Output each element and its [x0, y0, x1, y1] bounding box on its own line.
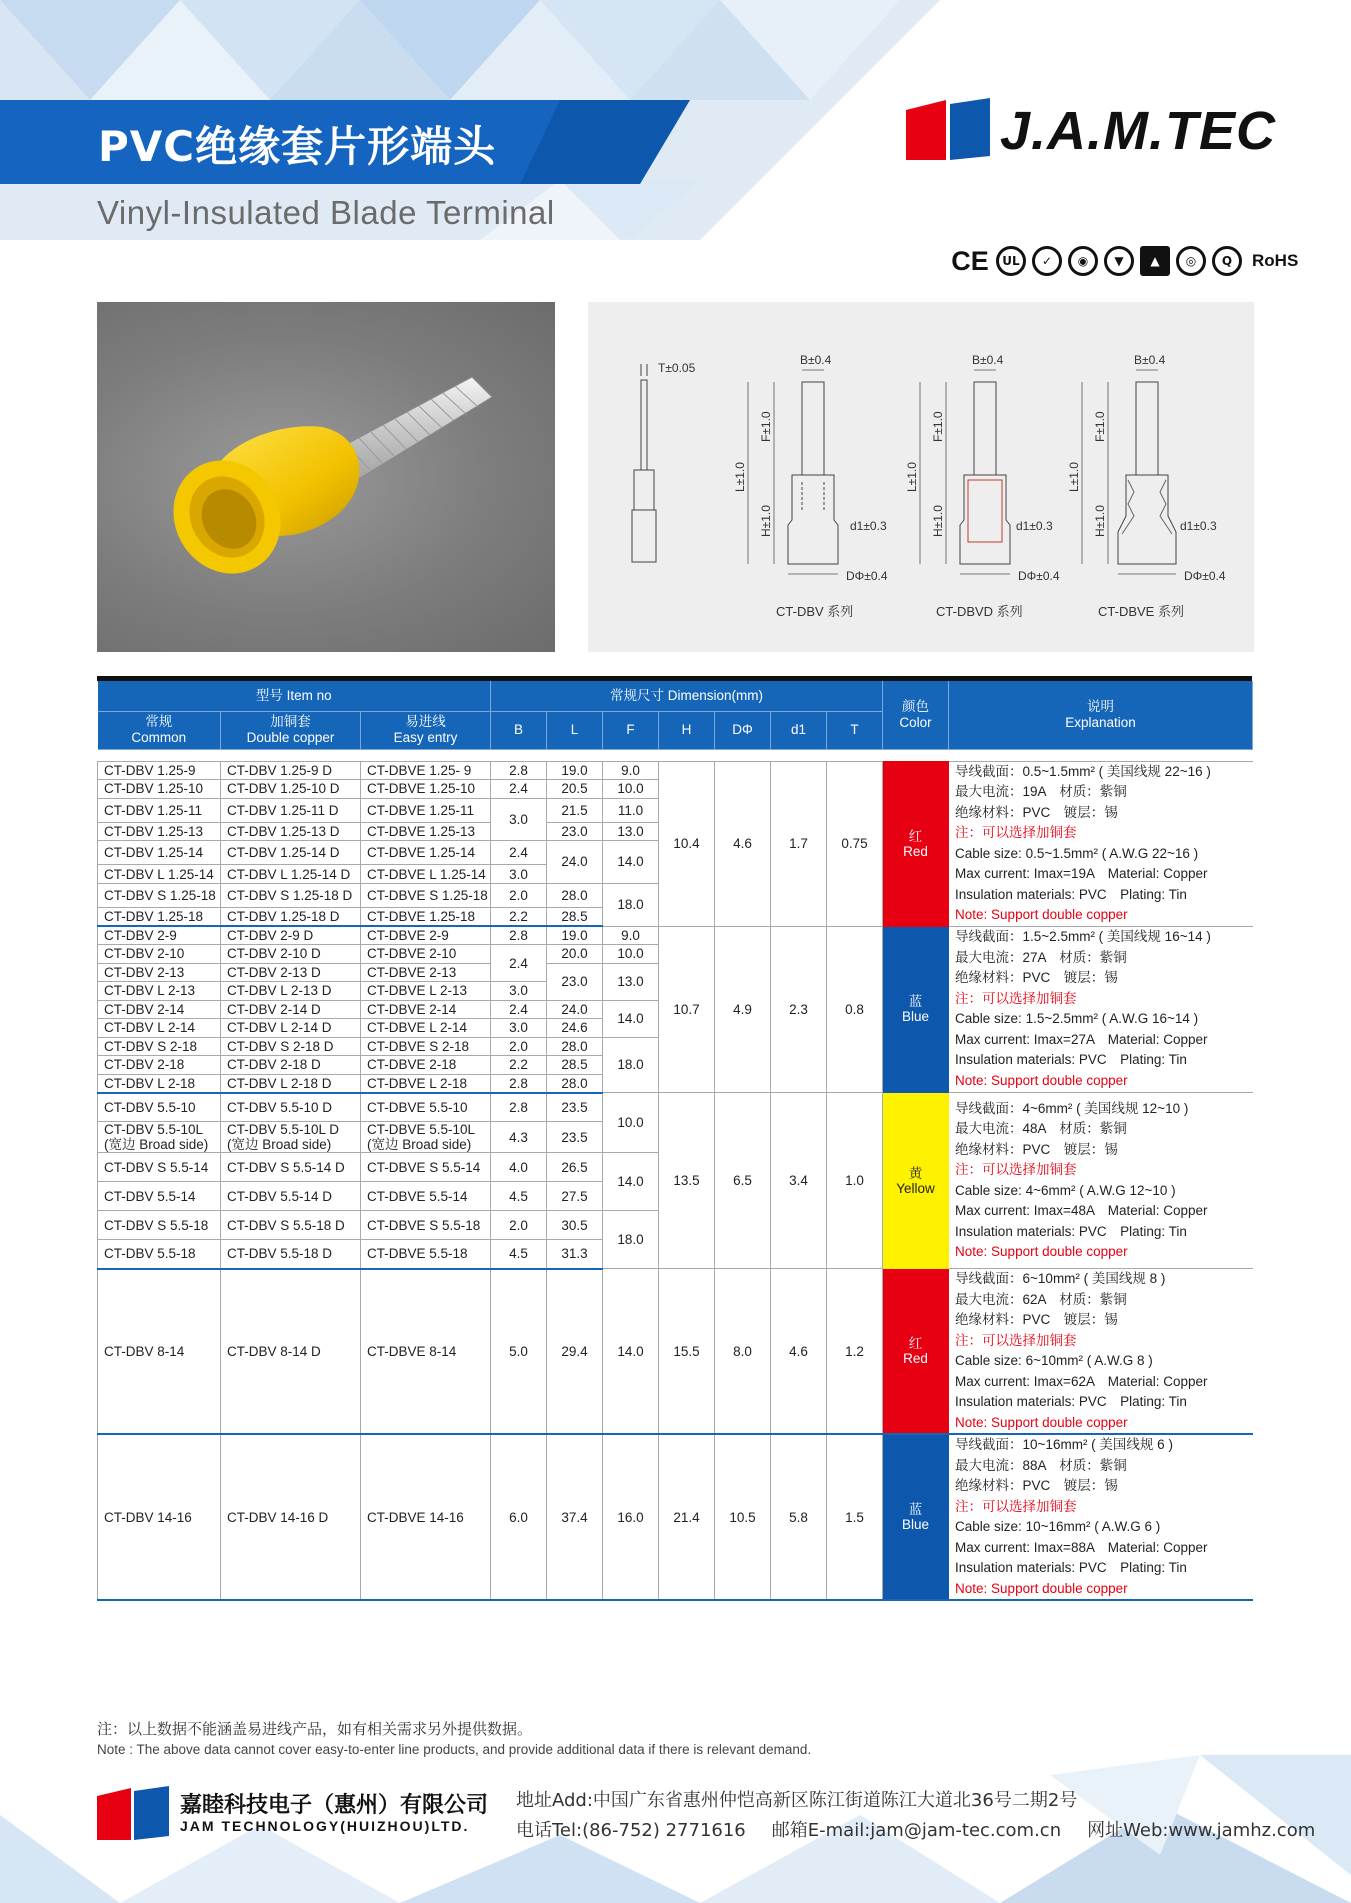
dim-h-header: H	[659, 711, 715, 749]
item-common-cell: CT-DBV S 5.5-14	[98, 1153, 221, 1182]
item-double-cell: CT-DBV 2-9 D	[221, 926, 361, 945]
item-common-cell: CT-DBV 5.5-10	[98, 1093, 221, 1122]
dim-d-cell: 10.5	[715, 1434, 771, 1600]
dim-l-cell: 28.0	[547, 883, 603, 907]
item-common-cell: CT-DBV 2-13	[98, 963, 221, 982]
item-double-cell: CT-DBV 5.5-10L D (宽边 Broad side)	[221, 1122, 361, 1153]
item-double-cell: CT-DBV 1.25-14 D	[221, 841, 361, 865]
dim-f-cell: 18.0	[603, 1037, 659, 1093]
item-common-cell: CT-DBV 14-16	[98, 1434, 221, 1600]
dim-l-cell: 21.5	[547, 798, 603, 822]
dim-b-cell: 2.8	[491, 761, 547, 780]
item-easy-cell: CT-DBVE L 1.25-14	[361, 865, 491, 884]
item-common-cell: CT-DBV L 2-14	[98, 1019, 221, 1038]
dim-d1-header: d1	[771, 711, 827, 749]
dim-b-header: B	[491, 711, 547, 749]
explanation-cell: 导线截面：0.5~1.5mm² ( 美国线规 22~16 ) 最大电流：19A 材质：紫铜 绝缘材料：PVC 镀层：锡 注：可以选择加铜套 Cable size: 0.5~1.5mm² ( A.W.G 22~16 ) Max current: Imax=19A Material: Copper Insulation materials: PVC Plating: Tin Note: Support double copper	[949, 761, 1253, 926]
item-common-cell: CT-DBV L 2-18	[98, 1074, 221, 1093]
item-easy-cell: CT-DBVE 5.5-10L (宽边 Broad side)	[361, 1122, 491, 1153]
d-dim-label-1: DΦ±0.4	[846, 569, 888, 583]
item-common-cell: CT-DBV 2-14	[98, 1000, 221, 1019]
item-double-cell: CT-DBV 1.25-13 D	[221, 822, 361, 841]
b-dim-label-2: B±0.4	[972, 353, 1004, 367]
item-common-cell: CT-DBV 1.25-10	[98, 780, 221, 799]
item-double-cell: CT-DBV S 1.25-18 D	[221, 883, 361, 907]
dim-l-cell: 20.5	[547, 780, 603, 799]
item-easy-cell: CT-DBVE 8-14	[361, 1269, 491, 1435]
item-double-cell: CT-DBV 1.25-10 D	[221, 780, 361, 799]
item-common-cell: CT-DBV 2-10	[98, 945, 221, 964]
dim-b-cell: 4.5	[491, 1182, 547, 1211]
color-header: 颜色 Color	[883, 681, 949, 749]
color-swatch-cell: 蓝 Blue	[883, 1434, 949, 1600]
dim-f-cell: 9.0	[603, 761, 659, 780]
tuv-mark-icon: ▼	[1104, 246, 1134, 276]
series-label-dbv: CT-DBV 系列	[776, 604, 854, 619]
dim-f-cell: 13.0	[603, 963, 659, 1000]
dim-h-cell: 15.5	[659, 1269, 715, 1435]
dim-l-cell: 23.0	[547, 963, 603, 1000]
dim-l-cell: 28.5	[547, 908, 603, 927]
dim-l-cell: 24.0	[547, 1000, 603, 1019]
dim-b-cell: 3.0	[491, 798, 547, 841]
dim-l-header: L	[547, 711, 603, 749]
h-dim-label-3: H±1.0	[1093, 505, 1107, 537]
series-label-dbvd: CT-DBVD 系列	[936, 604, 1023, 619]
item-easy-cell: CT-DBVE 2-14	[361, 1000, 491, 1019]
l-dim-label-2: L±1.0	[905, 462, 919, 492]
table-row	[98, 1434, 1253, 1600]
h-dim-label-2: H±1.0	[931, 505, 945, 537]
dim-f-cell: 10.0	[603, 780, 659, 799]
item-double-cell: CT-DBV S 5.5-18 D	[221, 1211, 361, 1240]
d1-dim-label-2: d1±0.3	[1016, 519, 1053, 533]
dim-b-cell: 2.0	[491, 1211, 547, 1240]
dim-t-cell: 0.75	[827, 761, 883, 926]
l-dim-label-1: L±1.0	[733, 462, 747, 492]
dim-l-cell: 28.5	[547, 1056, 603, 1075]
explanation-cell: 导线截面：4~6mm² ( 美国线规 12~10 ) 最大电流：48A 材质：紫铜 绝缘材料：PVC 镀层：锡 注：可以选择加铜套 Cable size: 4~6mm² ( A.W.G 12~10 ) Max current: Imax=48A Material: Copper Insulation materials: PVC Plating: Tin Note: Support double copper	[949, 1093, 1253, 1269]
l-dim-label-3: L±1.0	[1067, 462, 1081, 492]
dim-d-cell: 8.0	[715, 1269, 771, 1435]
item-easy-cell: CT-DBVE L 2-13	[361, 982, 491, 1001]
color-swatch-cell: 红 Red	[883, 761, 949, 926]
dim-f-cell: 14.0	[603, 1153, 659, 1211]
company-email[interactable]: 邮箱E-mail:jam@jam-tec.com.cn	[771, 1820, 1062, 1841]
table-row	[98, 926, 1253, 945]
dim-b-cell: 3.0	[491, 865, 547, 884]
item-easy-cell: CT-DBVE 14-16	[361, 1434, 491, 1600]
dim-b-cell: 2.4	[491, 841, 547, 865]
dim-b-cell: 6.0	[491, 1434, 547, 1600]
item-easy-cell: CT-DBVE 1.25-10	[361, 780, 491, 799]
note-cn: 注：以上数据不能涵盖易进线产品，如有相关需求另外提供数据。	[97, 1720, 533, 1738]
item-easy-cell: CT-DBVE 5.5-10	[361, 1093, 491, 1122]
item-double-cell: CT-DBV S 2-18 D	[221, 1037, 361, 1056]
dim-f-cell: 9.0	[603, 926, 659, 945]
cqc2-mark-icon: Q	[1212, 246, 1242, 276]
d-dim-label-3: DΦ±0.4	[1184, 569, 1226, 583]
item-double-cell: CT-DBV 2-18 D	[221, 1056, 361, 1075]
explanation-cell: 导线截面：1.5~2.5mm² ( 美国线规 16~14 ) 最大电流：27A 材质：紫铜 绝缘材料：PVC 镀层：锡 注：可以选择加铜套 Cable size: 1.5~2.5mm² ( A.W.G 16~14 ) Max current: Imax=27A Material: Copper Insulation materials: PVC Plating: Tin Note: Support double copper	[949, 926, 1253, 1093]
item-double-cell: CT-DBV L 2-13 D	[221, 982, 361, 1001]
item-double-cell: CT-DBV L 1.25-14 D	[221, 865, 361, 884]
dim-f-cell: 16.0	[603, 1434, 659, 1600]
series-label-dbve: CT-DBVE 系列	[1098, 604, 1184, 619]
color-swatch-cell: 黄 Yellow	[883, 1093, 949, 1269]
certification-marks	[950, 246, 1298, 276]
dim-l-cell: 30.5	[547, 1211, 603, 1240]
dim-t-cell: 0.8	[827, 926, 883, 1093]
item-easy-cell: CT-DBVE S 5.5-14	[361, 1153, 491, 1182]
item-common-cell: CT-DBV L 1.25-14	[98, 865, 221, 884]
item-double-cell: CT-DBV 1.25-9 D	[221, 761, 361, 780]
dim-b-cell: 2.2	[491, 1056, 547, 1075]
dim-l-cell: 24.6	[547, 1019, 603, 1038]
item-double-cell: CT-DBV L 2-18 D	[221, 1074, 361, 1093]
dim-f-cell: 14.0	[603, 1000, 659, 1037]
item-easy-cell: CT-DBVE 1.25-13	[361, 822, 491, 841]
dim-l-cell: 19.0	[547, 926, 603, 945]
dim-b-cell: 2.0	[491, 1037, 547, 1056]
footer-brand-mark-icon	[97, 1786, 171, 1842]
item-common-cell: CT-DBV 1.25-9	[98, 761, 221, 780]
d1-dim-label-3: d1±0.3	[1180, 519, 1217, 533]
dim-f-cell: 14.0	[603, 841, 659, 884]
item-double-cell: CT-DBV 8-14 D	[221, 1269, 361, 1435]
dim-d1-cell: 5.8	[771, 1434, 827, 1600]
explanation-cell: 导线截面：10~16mm² ( 美国线规 6 ) 最大电流：88A 材质：紫铜 绝缘材料：PVC 镀层：锡 注：可以选择加铜套 Cable size: 10~16mm² ( A.W.G 6 ) Max current: Imax=88A Material: Copper Insulation materials: PVC Plating: Tin Note: Support double copper	[949, 1434, 1253, 1600]
item-common-cell: CT-DBV L 2-13	[98, 982, 221, 1001]
item-double-cell: CT-DBV 14-16 D	[221, 1434, 361, 1600]
dim-b-cell: 2.2	[491, 908, 547, 927]
f-dim-label-3: F±1.0	[1093, 411, 1107, 442]
f-dim-label-1: F±1.0	[759, 411, 773, 442]
dim-b-cell: 2.8	[491, 1074, 547, 1093]
dim-d-cell: 6.5	[715, 1093, 771, 1269]
item-common-cell: CT-DBV 5.5-14	[98, 1182, 221, 1211]
dim-b-cell: 4.0	[491, 1153, 547, 1182]
dim-b-cell: 4.3	[491, 1122, 547, 1153]
dim-b-cell: 2.4	[491, 1000, 547, 1019]
item-easy-cell: CT-DBVE 2-13	[361, 963, 491, 982]
item-easy-cell: CT-DBVE L 2-14	[361, 1019, 491, 1038]
item-easy-cell: CT-DBVE 5.5-18	[361, 1240, 491, 1269]
dim-f-header: F	[603, 711, 659, 749]
company-name-en: JAM TECHNOLOGY(HUIZHOU)LTD.	[180, 1818, 470, 1834]
item-common-cell: CT-DBV S 1.25-18	[98, 883, 221, 907]
item-common-cell: CT-DBV 1.25-14	[98, 841, 221, 865]
table-head	[98, 681, 1253, 761]
dim-d-header: DΦ	[715, 711, 771, 749]
company-contact	[516, 1816, 1315, 1842]
dim-l-cell: 28.0	[547, 1074, 603, 1093]
item-easy-cell: CT-DBVE 2-9	[361, 926, 491, 945]
item-double-cell: CT-DBV 2-13 D	[221, 963, 361, 982]
dim-f-cell: 10.0	[603, 1093, 659, 1153]
dim-d1-cell: 2.3	[771, 926, 827, 1093]
dim-d-cell: 4.6	[715, 761, 771, 926]
dim-d1-cell: 3.4	[771, 1093, 827, 1269]
d-dim-label-2: DΦ±0.4	[1018, 569, 1060, 583]
rohs-label: RoHS	[1252, 251, 1299, 270]
ccc-mark-icon: ✓	[1032, 246, 1062, 276]
h-dim-label-1: H±1.0	[759, 505, 773, 537]
item-easy-cell: CT-DBVE 1.25-14	[361, 841, 491, 865]
footer-logo	[97, 1786, 171, 1846]
dim-b-cell: 2.8	[491, 1093, 547, 1122]
explanation-cell: 导线截面：6~10mm² ( 美国线规 8 ) 最大电流：62A 材质：紫铜 绝缘材料：PVC 镀层：锡 注：可以选择加铜套 Cable size: 6~10mm² ( A.W.G 8 ) Max current: Imax=62A Material: Copper Insulation materials: PVC Plating: Tin Note: Support double copper	[949, 1269, 1253, 1435]
dim-l-cell: 23.5	[547, 1122, 603, 1153]
f-dim-label-2: F±1.0	[931, 411, 945, 442]
cqc-mark-icon: ◎	[1176, 246, 1206, 276]
dim-b-cell: 2.4	[491, 945, 547, 982]
dim-l-cell: 31.3	[547, 1240, 603, 1269]
dim-d-cell: 4.9	[715, 926, 771, 1093]
dim-l-cell: 20.0	[547, 945, 603, 964]
dim-l-cell: 24.0	[547, 841, 603, 884]
dim-l-cell: 23.5	[547, 1093, 603, 1122]
item-double-cell: CT-DBV 5.5-18 D	[221, 1240, 361, 1269]
page-subtitle: Vinyl-Insulated Blade Terminal	[97, 194, 555, 231]
item-common-cell: CT-DBV 8-14	[98, 1269, 221, 1435]
dim-h-cell: 13.5	[659, 1093, 715, 1269]
item-double-cell: CT-DBV 1.25-18 D	[221, 908, 361, 927]
item-easy-cell: CT-DBVE 5.5-14	[361, 1182, 491, 1211]
dim-b-cell: 3.0	[491, 982, 547, 1001]
item-no-header: 型号 Item no	[98, 681, 491, 711]
dimension-header: 常规尺寸 Dimension(mm)	[491, 681, 883, 711]
dim-h-cell: 10.4	[659, 761, 715, 926]
dim-b-cell: 2.4	[491, 780, 547, 799]
item-double-cell: CT-DBV 5.5-14 D	[221, 1182, 361, 1211]
table-row	[98, 1093, 1253, 1122]
dim-b-cell: 5.0	[491, 1269, 547, 1435]
item-common-cell: CT-DBV S 5.5-18	[98, 1211, 221, 1240]
item-double-cell: CT-DBV S 5.5-14 D	[221, 1153, 361, 1182]
b-dim-label-3: B±0.4	[1134, 353, 1166, 367]
item-easy-cell: CT-DBVE 2-10	[361, 945, 491, 964]
item-easy-cell: CT-DBVE 1.25-18	[361, 908, 491, 927]
dim-l-cell: 29.4	[547, 1269, 603, 1435]
dim-t-header: T	[827, 711, 883, 749]
item-common-cell: CT-DBV 5.5-10L (宽边 Broad side)	[98, 1122, 221, 1153]
dim-t-cell: 1.2	[827, 1269, 883, 1435]
item-easy-cell: CT-DBVE S 5.5-18	[361, 1211, 491, 1240]
table-row	[98, 761, 1253, 780]
item-common-cell: CT-DBV 1.25-11	[98, 798, 221, 822]
dim-l-cell: 37.4	[547, 1434, 603, 1600]
ce-mark-icon: CE	[951, 245, 989, 276]
b-dim-label-1: B±0.4	[800, 353, 832, 367]
company-web[interactable]: 网址Web:www.jamhz.com	[1087, 1820, 1316, 1841]
item-common-cell: CT-DBV 5.5-18	[98, 1240, 221, 1269]
dim-f-cell: 10.0	[603, 945, 659, 964]
dim-h-cell: 10.7	[659, 926, 715, 1093]
dim-l-cell: 26.5	[547, 1153, 603, 1182]
item-easy-cell: CT-DBVE 1.25-11	[361, 798, 491, 822]
company-name-cn: 嘉睦科技电子（惠州）有限公司	[180, 1793, 489, 1818]
dim-d1-cell: 4.6	[771, 1269, 827, 1435]
brand-mark-icon	[906, 98, 996, 164]
dim-l-cell: 23.0	[547, 822, 603, 841]
item-double-cell: CT-DBV L 2-14 D	[221, 1019, 361, 1038]
item-easy-cell: CT-DBVE 1.25- 9	[361, 761, 491, 780]
dim-t-cell: 1.0	[827, 1093, 883, 1269]
brand-name: J.A.M.TEC	[1000, 101, 1277, 161]
note-en: Note : The above data cannot cover easy-to-enter line products, and provide additional data if there is relevant demand.	[97, 1742, 812, 1757]
dim-f-cell: 18.0	[603, 1211, 659, 1269]
dim-d1-cell: 1.7	[771, 761, 827, 926]
item-easy-cell: CT-DBVE 2-18	[361, 1056, 491, 1075]
dim-f-cell: 11.0	[603, 798, 659, 822]
item-easy-cell: CT-DBVE S 1.25-18	[361, 883, 491, 907]
company-address: 地址Add:中国广东省惠州仲恺高新区陈江街道陈江大道北36号二期2号	[516, 1790, 1078, 1811]
item-common-cell: CT-DBV S 2-18	[98, 1037, 221, 1056]
dim-b-cell: 2.8	[491, 926, 547, 945]
item-easy-cell: CT-DBVE S 2-18	[361, 1037, 491, 1056]
page-title: PVC绝缘套片形端头	[98, 122, 497, 171]
dim-f-cell: 13.0	[603, 822, 659, 841]
ul-mark-icon: UL	[996, 246, 1026, 276]
dim-b-cell: 2.0	[491, 883, 547, 907]
item-common-cell: CT-DBV 2-18	[98, 1056, 221, 1075]
item-double-cell: CT-DBV 2-14 D	[221, 1000, 361, 1019]
table-body	[98, 761, 1253, 1600]
item-common-cell: CT-DBV 1.25-13	[98, 822, 221, 841]
sgs-mark-icon: ◉	[1068, 246, 1098, 276]
spec-table	[97, 676, 1252, 1601]
table-row	[98, 1269, 1253, 1435]
color-swatch-cell: 蓝 Blue	[883, 926, 949, 1093]
dim-f-cell: 18.0	[603, 883, 659, 926]
dim-f-cell: 14.0	[603, 1269, 659, 1435]
item-common-cell: CT-DBV 1.25-18	[98, 908, 221, 927]
explanation-header: 说明 Explanation	[949, 681, 1253, 749]
dim-t-cell: 1.5	[827, 1434, 883, 1600]
dim-l-cell: 19.0	[547, 761, 603, 780]
double-copper-header: 加铜套 Double copper	[221, 711, 361, 749]
dim-b-cell: 4.5	[491, 1240, 547, 1269]
vde-mark-icon: ▲	[1140, 246, 1170, 276]
item-double-cell: CT-DBV 2-10 D	[221, 945, 361, 964]
item-double-cell: CT-DBV 1.25-11 D	[221, 798, 361, 822]
product-photo	[97, 302, 555, 652]
technical-drawing	[588, 302, 1254, 652]
dim-l-cell: 27.5	[547, 1182, 603, 1211]
d1-dim-label-1: d1±0.3	[850, 519, 887, 533]
easy-entry-header: 易进线 Easy entry	[361, 711, 491, 749]
item-common-cell: CT-DBV 2-9	[98, 926, 221, 945]
item-double-cell: CT-DBV 5.5-10 D	[221, 1093, 361, 1122]
item-easy-cell: CT-DBVE L 2-18	[361, 1074, 491, 1093]
dim-l-cell: 28.0	[547, 1037, 603, 1056]
color-swatch-cell: 红 Red	[883, 1269, 949, 1435]
t-dim-label: T±0.05	[658, 361, 696, 375]
dim-h-cell: 21.4	[659, 1434, 715, 1600]
common-header: 常规 Common	[98, 711, 221, 749]
company-tel: 电话Tel:(86-752) 2771616	[516, 1820, 746, 1841]
dim-b-cell: 3.0	[491, 1019, 547, 1038]
